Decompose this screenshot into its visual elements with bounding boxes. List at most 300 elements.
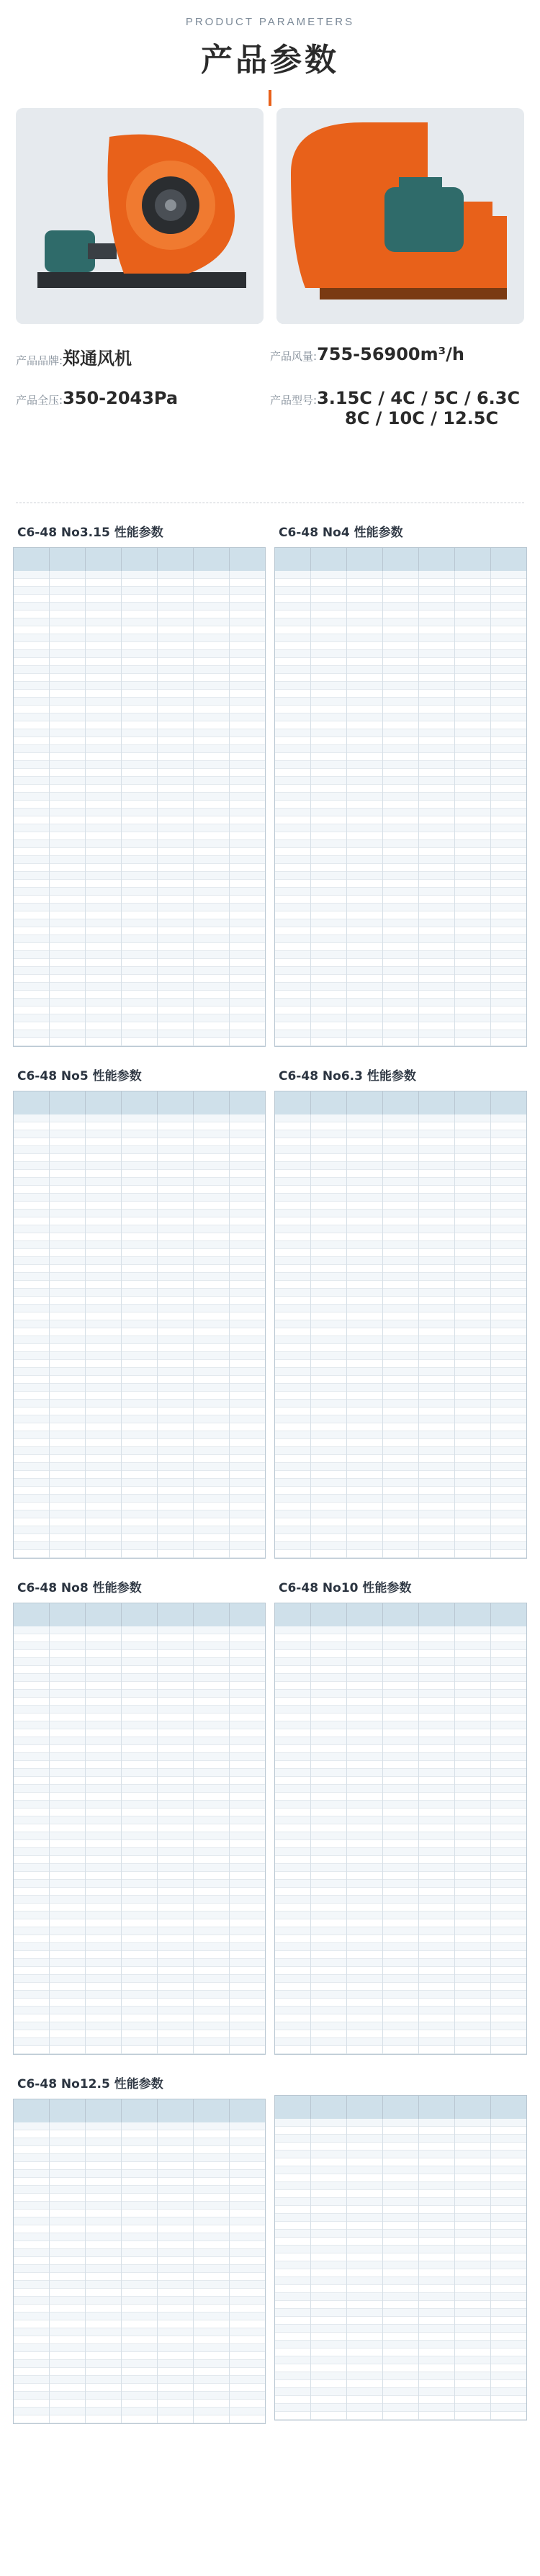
table-row	[275, 571, 526, 579]
header-subtitle: PRODUCT PARAMETERS	[185, 16, 355, 28]
table-header-cell	[194, 2099, 230, 2122]
table-row	[14, 2320, 265, 2328]
table-row	[14, 1848, 265, 1856]
table-header-cell	[419, 2096, 455, 2119]
table-row	[275, 991, 526, 999]
table-row	[14, 1384, 265, 1392]
table-row	[275, 1550, 526, 1558]
table-row	[275, 2388, 526, 2396]
table-row	[14, 2186, 265, 2194]
spec-brand	[16, 344, 270, 369]
table-header-cell	[230, 1091, 265, 1114]
table-row	[14, 1840, 265, 1848]
table-row	[275, 2412, 526, 2420]
table-header-cell	[347, 2096, 383, 2119]
table-row	[275, 911, 526, 919]
table-row	[275, 1154, 526, 1162]
table-row	[14, 832, 265, 840]
spec-summary	[0, 324, 540, 490]
table-row	[14, 1975, 265, 1983]
table-row	[14, 2408, 265, 2415]
table-row	[275, 579, 526, 587]
table-row	[275, 1674, 526, 1682]
table-row	[14, 729, 265, 737]
table-row	[275, 1038, 526, 1046]
table-row	[14, 603, 265, 611]
table-row	[14, 690, 265, 698]
table-header-cell	[275, 2096, 311, 2119]
table-row	[14, 1935, 265, 1943]
table-row	[275, 2372, 526, 2380]
table-row	[275, 904, 526, 911]
table-title: C6-48 No8 性能参数	[17, 1581, 142, 1595]
model-value-line2: 8C / 10C / 12.5C	[345, 408, 499, 428]
table-title: C6-48 No4 性能参数	[279, 526, 403, 540]
table-row	[14, 935, 265, 943]
table-row	[14, 1210, 265, 1217]
table-row	[275, 1721, 526, 1729]
table-title: C6-48 No5 性能参数	[17, 1069, 142, 1084]
table-grid	[274, 547, 527, 1047]
table-row	[14, 1626, 265, 1634]
table-row	[275, 1312, 526, 1320]
table-header-cell	[455, 2096, 491, 2119]
table-row	[275, 2038, 526, 2046]
table-row	[275, 809, 526, 816]
table-row	[275, 2151, 526, 2158]
table-row	[275, 1305, 526, 1312]
table-row	[275, 1706, 526, 1713]
table-header-cell	[230, 1603, 265, 1626]
table-body	[14, 1114, 265, 1558]
table-row	[14, 872, 265, 880]
table-row	[14, 919, 265, 927]
table-row	[275, 880, 526, 888]
model-value-line1: 3.15C / 4C / 5C / 6.3C	[317, 388, 521, 408]
table-row	[275, 642, 526, 650]
table-row	[14, 2046, 265, 2054]
table-header-cell	[455, 548, 491, 571]
airflow-value: 755-56900m³/h	[317, 344, 464, 364]
table-header-cell	[419, 548, 455, 571]
table-row	[14, 1951, 265, 1959]
table-row	[275, 1186, 526, 1194]
table-row	[14, 1030, 265, 1038]
table-row	[275, 1888, 526, 1896]
table-row	[275, 1225, 526, 1233]
table-header	[275, 2096, 526, 2119]
table-row	[275, 1210, 526, 1217]
table-row	[275, 1943, 526, 1951]
table-row	[275, 2404, 526, 2412]
table-header-cell	[122, 2099, 158, 2122]
table-row	[14, 2170, 265, 2178]
table-row	[14, 1542, 265, 1550]
table-row	[14, 1872, 265, 1880]
table-row	[14, 2400, 265, 2408]
table-row	[275, 864, 526, 872]
perf-table-no3-15	[13, 519, 266, 1047]
table-row	[275, 2158, 526, 2166]
table-row	[14, 1154, 265, 1162]
table-row	[275, 634, 526, 642]
table-row	[275, 801, 526, 809]
table-header-cell	[158, 1603, 194, 1626]
table-row	[14, 816, 265, 824]
table-row	[14, 2162, 265, 2170]
brand-label: 产品品牌:	[16, 354, 63, 367]
perf-table-no8	[13, 1575, 266, 2055]
table-row	[275, 745, 526, 753]
table-header-cell	[311, 1091, 347, 1114]
table-row	[14, 2210, 265, 2217]
table-body	[275, 1114, 526, 1558]
table-row	[14, 1328, 265, 1336]
table-row	[14, 1400, 265, 1408]
header-title: 产品参数	[201, 42, 339, 78]
pressure-value: 350-2043Pa	[63, 388, 179, 408]
table-row	[275, 1999, 526, 2007]
table-row	[14, 1919, 265, 1927]
table-row	[275, 2356, 526, 2364]
table-row	[14, 1439, 265, 1447]
table-row	[275, 1170, 526, 1178]
perf-table-no5	[13, 1063, 266, 1559]
table-row	[275, 840, 526, 848]
table-header-cell	[122, 1603, 158, 1626]
table-row	[275, 2214, 526, 2222]
table-row	[275, 690, 526, 698]
table-row	[275, 587, 526, 595]
table-row	[275, 1384, 526, 1392]
table-row	[14, 1170, 265, 1178]
table-row	[275, 1650, 526, 1658]
table-grid	[13, 1091, 266, 1559]
table-row	[14, 1534, 265, 1542]
table-row	[275, 1439, 526, 1447]
table-row	[14, 2007, 265, 2014]
table-row	[14, 1455, 265, 1463]
table-row	[14, 2233, 265, 2241]
table-row	[275, 1769, 526, 1777]
table-row	[14, 1753, 265, 1761]
table-row	[14, 1233, 265, 1241]
table-row	[14, 1273, 265, 1281]
table-row	[275, 2301, 526, 2309]
table-row	[14, 634, 265, 642]
table-row	[275, 2222, 526, 2230]
table-row	[275, 737, 526, 745]
table-row	[275, 1022, 526, 1030]
table-row	[14, 1487, 265, 1495]
table-row	[14, 1225, 265, 1233]
table-row	[275, 1872, 526, 1880]
table-row	[14, 1281, 265, 1289]
table-header-cell	[86, 548, 122, 571]
table-row	[14, 1550, 265, 1558]
table-row	[14, 2368, 265, 2376]
table-row	[14, 2257, 265, 2265]
table-row	[275, 1138, 526, 1146]
table-row	[275, 2238, 526, 2246]
table-header-cell	[50, 1091, 86, 1114]
table-header-cell	[275, 1603, 311, 1626]
perf-table-no12-5	[13, 2071, 266, 2424]
table-row	[275, 935, 526, 943]
table-row	[14, 864, 265, 872]
table-row	[14, 927, 265, 935]
table-row	[14, 1336, 265, 1344]
table-row	[14, 1014, 265, 1022]
spec-model	[270, 388, 524, 428]
table-row	[275, 1495, 526, 1503]
pressure-label: 产品全压:	[16, 394, 63, 407]
table-row	[14, 721, 265, 729]
table-header-cell	[86, 2099, 122, 2122]
product-photos	[0, 108, 540, 324]
table-row	[14, 2202, 265, 2210]
table-row	[275, 618, 526, 626]
table-row	[14, 1682, 265, 1690]
table-row	[275, 2007, 526, 2014]
table-title-spacer	[274, 2071, 527, 2095]
table-row	[275, 1241, 526, 1249]
table-row	[14, 1431, 265, 1439]
table-row	[14, 1967, 265, 1975]
spec-airflow	[270, 344, 524, 369]
table-row	[275, 1408, 526, 1415]
table-row	[275, 2135, 526, 2143]
perf-table-no6-3	[274, 1063, 527, 1559]
table-row	[275, 927, 526, 935]
table-row	[14, 1690, 265, 1698]
table-row	[275, 1030, 526, 1038]
table-row	[275, 769, 526, 777]
table-row	[14, 1265, 265, 1273]
table-row	[275, 1518, 526, 1526]
table-row	[14, 2352, 265, 2360]
table-row	[14, 2265, 265, 2273]
table-header-cell	[311, 1603, 347, 1626]
table-row	[14, 1202, 265, 1210]
table-row	[14, 1721, 265, 1729]
table-row	[14, 951, 265, 959]
table-row	[14, 1943, 265, 1951]
table-row	[14, 809, 265, 816]
table-header-cell	[158, 1091, 194, 1114]
table-row	[275, 872, 526, 880]
table-row	[14, 579, 265, 587]
table-row	[275, 1146, 526, 1154]
table-row	[275, 2246, 526, 2253]
table-row	[275, 1423, 526, 1431]
table-row	[14, 1793, 265, 1801]
table-header-cell	[230, 2099, 265, 2122]
table-row	[14, 2392, 265, 2400]
table-row	[14, 658, 265, 666]
table-row	[14, 1769, 265, 1777]
table-row	[14, 745, 265, 753]
table-row	[275, 2014, 526, 2022]
table-row	[14, 801, 265, 809]
table-header-cell	[383, 2096, 419, 2119]
table-row	[275, 1006, 526, 1014]
table-row	[275, 2119, 526, 2127]
table-row	[14, 856, 265, 864]
table-row	[14, 943, 265, 951]
table-row	[14, 2312, 265, 2320]
table-row	[275, 1951, 526, 1959]
table-row	[275, 1510, 526, 1518]
table-row	[275, 832, 526, 840]
table-row	[14, 1423, 265, 1431]
table-header-cell	[311, 548, 347, 571]
table-row	[14, 888, 265, 896]
table-row	[275, 1162, 526, 1170]
table-row	[14, 785, 265, 793]
table-row	[275, 1392, 526, 1400]
table-row	[14, 706, 265, 713]
table-row	[14, 1824, 265, 1832]
perf-table-no12-5-cont	[274, 2071, 527, 2424]
table-row	[275, 1273, 526, 1281]
table-header-cell	[194, 1091, 230, 1114]
table-row	[14, 618, 265, 626]
spec-row-1	[16, 344, 524, 369]
table-row	[275, 951, 526, 959]
table-row	[275, 1713, 526, 1721]
table-header-cell	[347, 548, 383, 571]
table-row	[14, 911, 265, 919]
fan-photo-right	[276, 108, 524, 324]
table-header-cell	[491, 2096, 526, 2119]
table-row	[14, 611, 265, 618]
table-row	[14, 1518, 265, 1526]
table-row	[14, 737, 265, 745]
table-row	[275, 1320, 526, 1328]
table-row	[275, 1233, 526, 1241]
table-row	[275, 650, 526, 658]
table-row	[14, 2022, 265, 2030]
table-header-cell	[419, 1603, 455, 1626]
table-row	[14, 1194, 265, 1202]
table-row	[14, 2360, 265, 2368]
table-row	[14, 769, 265, 777]
table-row	[275, 2261, 526, 2269]
table-row	[275, 2174, 526, 2182]
table-row	[14, 1856, 265, 1864]
table-row	[275, 1368, 526, 1376]
perf-table-no4	[274, 519, 527, 1047]
table-grid	[274, 2095, 527, 2420]
perf-table-no10	[274, 1575, 527, 2055]
table-header-cell	[491, 1091, 526, 1114]
table-row	[14, 1658, 265, 1666]
table-header-cell	[194, 548, 230, 571]
table-row	[14, 824, 265, 832]
table-row	[275, 1785, 526, 1793]
table-header	[14, 1603, 265, 1626]
table-row	[275, 999, 526, 1006]
table-row	[275, 2030, 526, 2038]
table-row	[275, 2380, 526, 2388]
table-row	[275, 1202, 526, 1210]
table-row	[14, 713, 265, 721]
table-row	[275, 1793, 526, 1801]
table-row	[14, 1809, 265, 1816]
table-row	[275, 919, 526, 927]
header-accent-bar	[269, 90, 271, 106]
table-row	[14, 1257, 265, 1265]
table-row	[14, 753, 265, 761]
table-row	[275, 1542, 526, 1550]
table-row	[14, 2014, 265, 2022]
table-row	[14, 1289, 265, 1297]
table-row	[14, 880, 265, 888]
table-row	[275, 1975, 526, 1983]
table-grid	[13, 2099, 266, 2424]
table-row	[14, 959, 265, 967]
table-row	[275, 1666, 526, 1674]
table-row	[14, 587, 265, 595]
table-header-cell	[275, 1091, 311, 1114]
table-row	[14, 2122, 265, 2130]
table-row	[14, 777, 265, 785]
table-row	[14, 1146, 265, 1154]
table-header-cell	[14, 548, 50, 571]
table-row	[275, 729, 526, 737]
model-label: 产品型号:	[270, 394, 318, 407]
table-row	[275, 1935, 526, 1943]
table-header	[275, 1091, 526, 1114]
table-row	[275, 1281, 526, 1289]
table-row-b	[0, 1063, 540, 1559]
table-row	[14, 1312, 265, 1320]
table-row	[14, 1698, 265, 1706]
table-row	[14, 2281, 265, 2289]
table-header-cell	[491, 548, 526, 571]
table-row	[14, 2194, 265, 2202]
table-row	[275, 603, 526, 611]
table-body	[14, 1626, 265, 2054]
table-row	[14, 975, 265, 983]
table-title: C6-48 No12.5 性能参数	[17, 2077, 163, 2091]
table-row	[275, 1400, 526, 1408]
table-header-cell	[419, 1091, 455, 1114]
table-row	[275, 983, 526, 991]
table-row	[275, 2364, 526, 2372]
table-row	[275, 856, 526, 864]
table-header-cell	[14, 1603, 50, 1626]
table-row	[14, 1634, 265, 1642]
table-row	[14, 1880, 265, 1888]
table-row	[275, 1777, 526, 1785]
table-row	[275, 658, 526, 666]
airflow-label: 产品风量:	[270, 350, 318, 363]
table-row	[275, 1626, 526, 1634]
table-row	[14, 1713, 265, 1721]
section-header	[0, 0, 540, 108]
table-row	[275, 2309, 526, 2317]
table-row	[14, 2178, 265, 2186]
table-grid	[274, 1091, 527, 1559]
table-row	[275, 2253, 526, 2261]
table-row	[275, 793, 526, 801]
table-row	[275, 1983, 526, 1991]
table-row	[275, 1328, 526, 1336]
table-row	[275, 2348, 526, 2356]
table-row	[275, 2046, 526, 2054]
